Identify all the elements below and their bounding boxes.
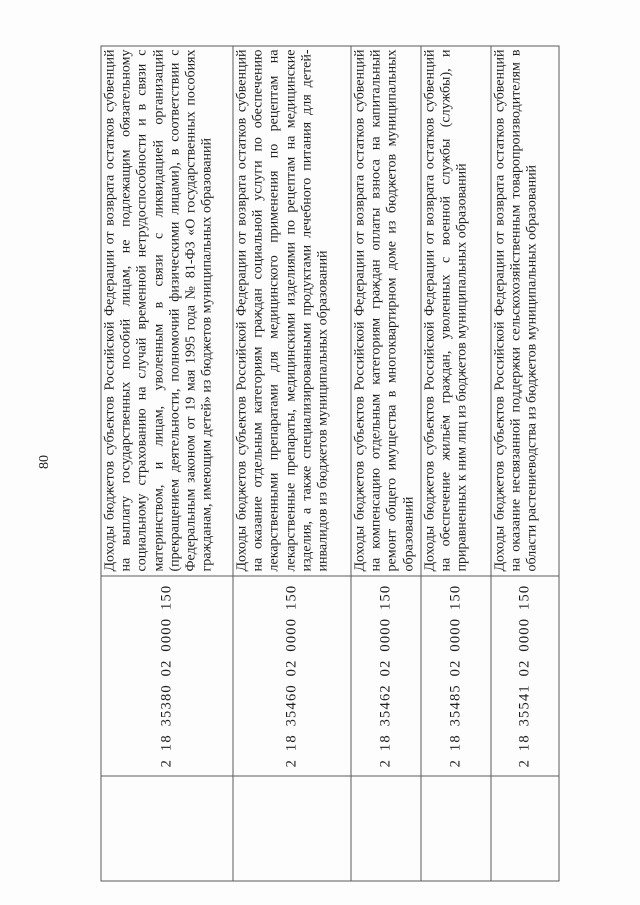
income-code-cell: 2 18 35380 02 0000 150 [101, 575, 233, 775]
income-code-cell: 2 18 35460 02 0000 150 [233, 575, 351, 775]
income-code-cell: 2 18 35485 02 0000 150 [421, 575, 491, 775]
income-code-cell: 2 18 35541 02 0000 150 [491, 575, 559, 775]
admin-code-cell [101, 775, 233, 880]
admin-code-cell [351, 775, 421, 880]
income-name-cell: Доходы бюджетов субъектов Российской Федерации от возврата остатков субвенций на обеспечение жильём граждан, уволенных с военной службы (службы), и приравненных к ним лиц из бюджетов муниципальных образований [421, 45, 491, 575]
income-code-cell: 2 18 35462 02 0000 150 [351, 575, 421, 775]
income-codes-table [100, 45, 559, 881]
income-name-cell: Доходы бюджетов субъектов Российской Федерации от возврата остатков субвенций на компенсацию отдельным категориям граждан оплаты взноса на капитальный ремонт общего имущества в многоквартирном доме из бюджетов муниципальных образований [351, 45, 421, 575]
income-name-cell: Доходы бюджетов субъектов Российской Федерации от возврата остатков субвенций на оказание отдельным категориям граждан социальной услуги по обеспечению лекарственными препаратами для медицинского применения по рецептам на лекарственные препараты, медицинскими изделиями по рецептам на медицинские изделия, а также специализированными продуктами лечебного питания для детей-инвалидов из бюджетов муниципальных образований [233, 45, 351, 575]
admin-code-cell [421, 775, 491, 880]
admin-code-cell [491, 775, 559, 880]
page-number: 80 [37, 455, 52, 469]
admin-code-cell [233, 775, 351, 880]
income-name-cell: Доходы бюджетов субъектов Российской Федерации от возврата остатков субвенций на выплату государственных пособий лицам, не подлежащим обязательному социальному страхованию на случай временной нетрудоспособности и в связи с материнством, и лицам, уволенным в связи с ликвидацией организаций (прекращением деятельности, полномочий физическими лицами), в соответствии с Федеральным законом от 19 мая 1995 года № 81-ФЗ «О государственных пособиях гражданам, имеющим детей» из бюджетов муниципальных образований [101, 45, 233, 575]
income-name-cell: Доходы бюджетов субъектов Российской Федерации от возврата остатков субвенций на оказание несвязанной поддержки сельскохозяйственным товаропроизводителям в области растениеводства из бюджетов муниципальных образований [491, 45, 559, 575]
